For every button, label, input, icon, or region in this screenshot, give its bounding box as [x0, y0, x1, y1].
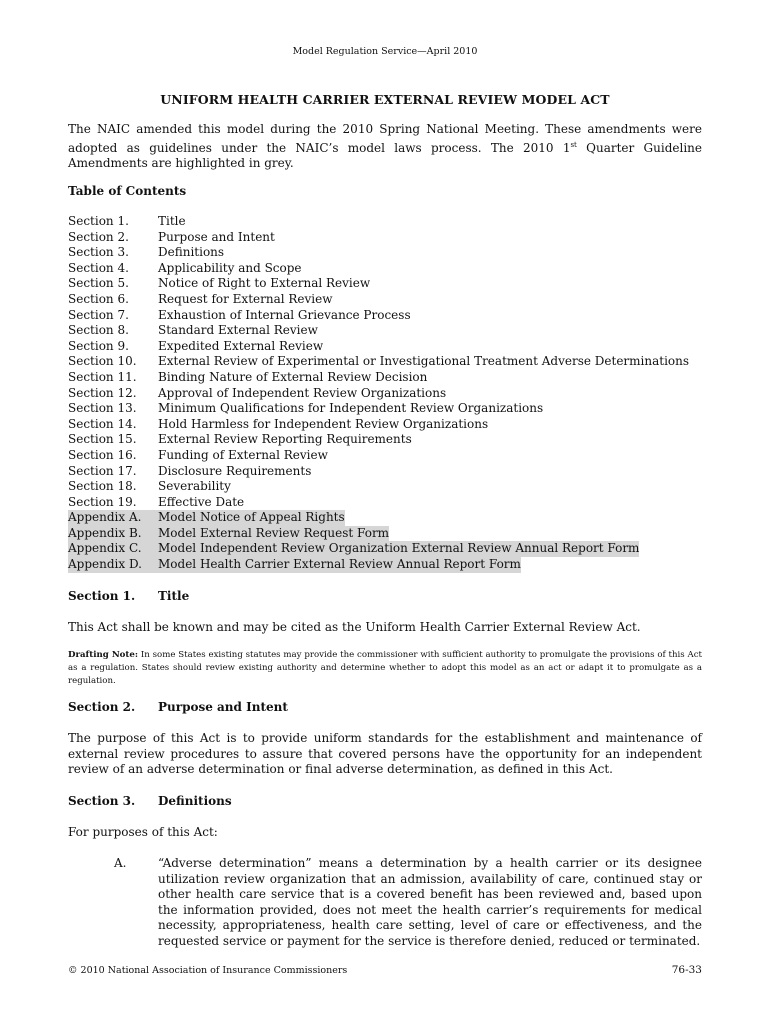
toc-item-number: Section 7. [68, 307, 129, 322]
definition-text: “Adverse determination” means a determination by a health carrier or its designee utilization review organization that an admission, availability of care, continued stay or other health care service that is a covered benefit has been reviewed and, based upon the information provided, does not meet the health carrier’s requirements for medical necessity, appropriateness, health care setting, level of care or effectiveness, and the requested service or payment for the service is therefore denied, reduced or terminated. [158, 856, 702, 948]
section-1-body: This Act shall be known and may be cited as the Uniform Health Carrier External Review Act. [68, 620, 641, 634]
toc-item-title: Model Health Carrier External Review Annual Report Form [158, 557, 521, 572]
toc-item-number: Section 17. [68, 463, 137, 478]
toc-item-title: Model Notice of Appeal Rights [158, 510, 345, 525]
toc-row [68, 510, 708, 526]
intro-superscript: st [570, 140, 577, 149]
toc-item-number: Section 14. [68, 416, 137, 431]
section-2-body: The purpose of this Act is to provide uniform standards for the establishment and maintenance of external review procedures to assure that covered persons have the opportunity for an independent review of an adverse determination or final adverse determination, as defined in this Act. [68, 731, 702, 776]
section-number: Section 3. [68, 794, 136, 808]
toc-item-title: Title [158, 214, 186, 228]
drafting-note-text: In some States existing statutes may provide the commissioner with sufficient authority to promulgate the provisions of this Act as a regulation. States should review existing authority and determine whether to adopt this model as an act or adapt it to promulgate as a regulation. [68, 650, 702, 686]
drafting-note [68, 649, 702, 688]
toc-item-number: Section 15. [68, 432, 137, 447]
toc-item-title: External Review of Experimental or Investigational Treatment Adverse Determinations [158, 354, 690, 369]
toc-row [68, 276, 708, 292]
toc-row [68, 401, 708, 417]
toc-item-title: Expedited External Review [158, 338, 324, 353]
toc-row [68, 432, 708, 448]
toc-row [68, 354, 708, 370]
toc-row [68, 323, 708, 339]
toc-row [68, 292, 708, 308]
table-of-contents [68, 214, 708, 573]
toc-item-title: Request for External Review [158, 291, 333, 306]
toc-item-title: Effective Date [158, 494, 245, 509]
toc-row [68, 308, 708, 324]
toc-heading: Table of Contents [68, 184, 187, 198]
toc-row [68, 557, 708, 573]
toc-item-number: Appendix D. [68, 557, 158, 573]
running-header: Model Regulation Service—April 2010 [292, 46, 478, 57]
toc-item-title: Exhaustion of Internal Grievance Process [158, 307, 411, 322]
intro-text-2: Quarter Guideline Amendments are highlighted in grey. [68, 140, 702, 170]
section-2-heading [68, 700, 288, 714]
toc-row [68, 261, 708, 277]
document-title: UNIFORM HEALTH CARRIER EXTERNAL REVIEW MODEL ACT [160, 92, 610, 107]
toc-row [68, 339, 708, 355]
section-title: Title [158, 589, 190, 603]
toc-item-number: Section 4. [68, 260, 129, 275]
toc-row [68, 245, 708, 261]
toc-item-number: Section 5. [68, 276, 129, 291]
toc-row [68, 495, 708, 511]
toc-item-title: Model External Review Request Form [158, 525, 390, 540]
toc-row [68, 370, 708, 386]
definition-letter: A. [114, 856, 127, 870]
toc-item-title: Severability [158, 479, 231, 494]
section-number: Section 2. [68, 700, 136, 714]
section-number: Section 1. [68, 589, 136, 603]
intro-text-1: The NAIC amended this model during the 2010 Spring National Meeting. These amendments were adopted as guidelines under the NAIC’s model laws process. The 2010 1 [68, 122, 702, 155]
toc-item-title: Minimum Qualifications for Independent Review Organizations [158, 401, 544, 416]
toc-item-number: Section 2. [68, 229, 129, 244]
toc-item-number: Section 9. [68, 338, 129, 353]
toc-item-number: Appendix B. [68, 526, 158, 542]
toc-item-title: Purpose and Intent [158, 229, 275, 244]
toc-item-number: Section 6. [68, 291, 129, 306]
toc-item-title: Disclosure Requirements [158, 463, 312, 478]
toc-item-title: External Review Reporting Requirements [158, 432, 412, 447]
toc-item-number: Appendix C. [68, 541, 158, 557]
toc-item-number: Section 13. [68, 401, 137, 416]
toc-item-number: Section 10. [68, 354, 137, 369]
drafting-note-label: Drafting Note: [68, 650, 139, 660]
toc-row [68, 541, 708, 557]
section-title: Definitions [158, 794, 232, 808]
toc-item-title: Funding of External Review [158, 447, 328, 462]
footer-copyright: © 2010 National Association of Insurance Commissioners [68, 965, 348, 976]
section-title: Purpose and Intent [158, 700, 288, 714]
toc-item-title: Notice of Right to External Review [158, 276, 371, 291]
toc-item-number: Section 16. [68, 447, 137, 462]
intro-paragraph [68, 122, 702, 172]
toc-item-title: Model Independent Review Organization External Review Annual Report Form [158, 541, 640, 556]
toc-row [68, 464, 708, 480]
toc-row [68, 386, 708, 402]
toc-row [68, 214, 708, 230]
section-1-heading [68, 589, 189, 603]
toc-item-title: Hold Harmless for Independent Review Organizations [158, 416, 489, 431]
toc-row [68, 448, 708, 464]
toc-row [68, 417, 708, 433]
toc-item-title: Binding Nature of External Review Decision [158, 369, 428, 384]
toc-item-number: Section 8. [68, 323, 129, 338]
toc-item-number: Appendix A. [68, 510, 158, 526]
toc-item-number: Section 1. [68, 214, 129, 228]
toc-item-number: Section 11. [68, 369, 137, 384]
toc-row [68, 230, 708, 246]
toc-item-title: Approval of Independent Review Organizations [158, 385, 447, 400]
page-number: 76-33 [671, 964, 702, 976]
toc-item-number: Section 19. [68, 494, 137, 509]
section-3-lead: For purposes of this Act: [68, 825, 218, 839]
toc-item-title: Definitions [158, 245, 225, 260]
toc-row [68, 479, 708, 495]
toc-item-number: Section 12. [68, 385, 137, 400]
toc-item-title: Standard External Review [158, 323, 318, 338]
toc-item-title: Applicability and Scope [158, 260, 302, 275]
toc-row [68, 526, 708, 542]
section-3-heading [68, 794, 232, 808]
definition-a [68, 856, 702, 949]
toc-item-number: Section 3. [68, 245, 129, 260]
toc-item-number: Section 18. [68, 479, 137, 494]
